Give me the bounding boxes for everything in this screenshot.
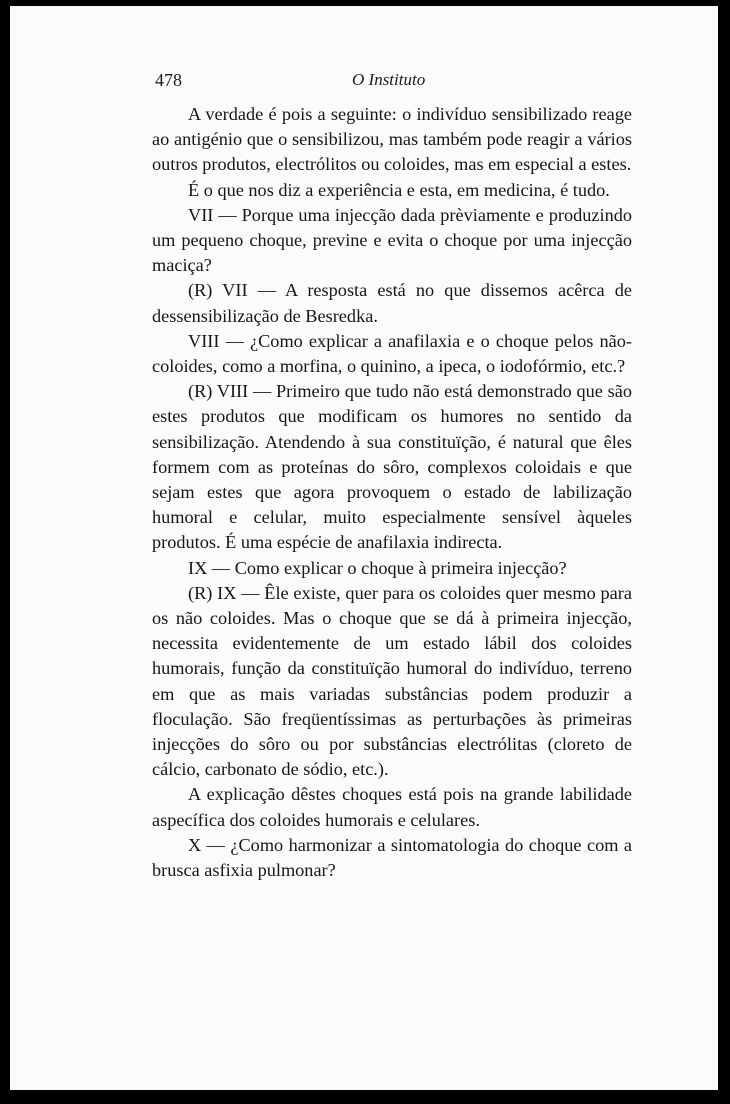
paragraph-question-viii: VIII — ¿Como explicar a anafilaxia e o choque pelos não-coloides, como a morfina, o quinino, a ipeca, o iodofórmio, etc.?: [152, 330, 632, 377]
book-page: [10, 6, 718, 1090]
paragraph-2: É o que nos diz a experiência e esta, em medicina, é tudo.: [188, 179, 610, 200]
paragraph-answer-ix: (R) IX — Êle existe, quer para os coloides quer mesmo para os não coloides. Mas o choque que se dá à primeira injecção, necessita evidentemente de um estado lábil dos coloides humorais, função da constituïção humoral do indivíduo, terreno em que as mais variadas substâncias podem produzir a floculação. São freqüentíssimas as perturbações às primeiras injecções do sôro ou por substâncias electrólitas (cloreto de cálcio, carbonato de sódio, etc.).: [152, 582, 632, 780]
paragraph-explanation: A explicação dêstes choques está pois na grande labilidade aspecífica dos coloides humorais e celulares.: [152, 784, 632, 830]
paragraph-answer-viii: (R) VIII — Primeiro que tudo não está demonstrado que são estes produtos que modificam os humores no sentido da sensibilização. Atendendo à sua constituïção, é natural que êles formem com as proteínas do sôro, complexos coloidais e que sejam estes que agora provoquem o estado de labilização humoral e celular, muito especialmente sensível àqueles produtos. É uma espécie de anafilaxia indirecta.: [152, 381, 632, 553]
page-body-text: [152, 102, 632, 883]
paragraph-1: A verdade é pois a seguinte: o indivíduo sensibilizado reage ao antigénio que o sensibilizou, mas também pode reagir a vários outros produtos, electrólitos ou coloides, mas em especial a estes.: [152, 104, 632, 175]
paragraph-question-vii: VII — Porque uma injecção dada prèviamente e produzindo um pequeno choque, previne e evita o choque por uma injecção maciça?: [152, 204, 632, 276]
page-number: 478: [155, 70, 182, 90]
running-title: O Instituto: [352, 70, 426, 89]
paragraph-question-ix: IX — Como explicar o choque à primeira injecção?: [188, 557, 567, 578]
page-header: [155, 70, 635, 96]
paragraph-answer-vii: (R) VII — A resposta está no que dissemos acêrca de dessensibilização de Besredka.: [152, 280, 632, 326]
paragraph-question-x: X — ¿Como harmonizar a sintomatologia do choque com a brusca asfixia pulmonar?: [152, 834, 632, 881]
